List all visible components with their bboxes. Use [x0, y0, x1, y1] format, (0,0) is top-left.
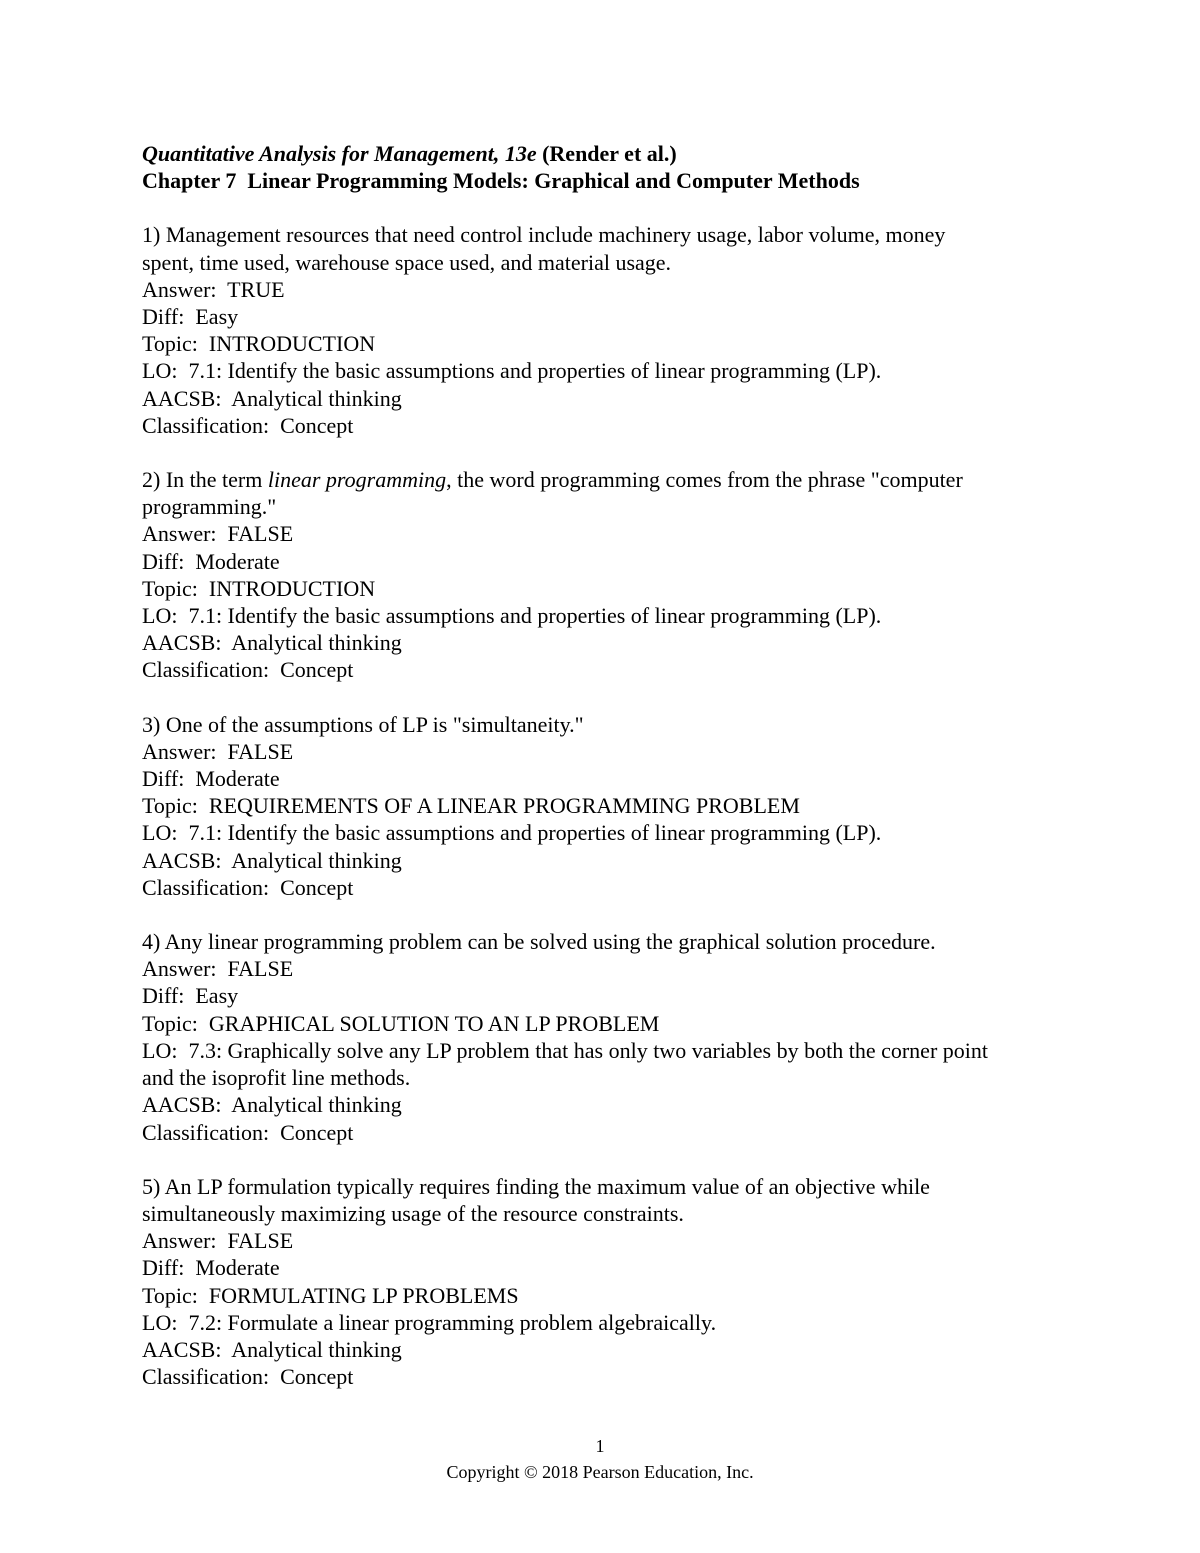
difficulty: Diff: Easy [142, 304, 239, 330]
difficulty: Diff: Easy [142, 983, 239, 1009]
book-citation [142, 140, 1062, 167]
difficulty: Diff: Moderate [142, 1255, 280, 1281]
difficulty: Diff: Moderate [142, 766, 280, 792]
question-text-line: 1) Management resources that need control include machinery usage, labor volume, money [142, 222, 946, 248]
question-text-part: 2) In the term [142, 467, 268, 493]
topic: Topic: GRAPHICAL SOLUTION TO AN LP PROBLEM [142, 1010, 660, 1036]
document-header [142, 140, 1062, 194]
learning-objective: LO: 7.2: Formulate a linear programming problem algebraically. [142, 1309, 717, 1335]
book-title: Quantitative Analysis for Management, 13e [142, 141, 537, 166]
learning-objective: LO: 7.3: Graphically solve any LP problem that has only two variables by both the corner point [142, 1037, 989, 1063]
topic: Topic: FORMULATING LP PROBLEMS [142, 1282, 519, 1308]
question-text-line [142, 466, 1062, 493]
classification: Classification: Concept [142, 1119, 354, 1145]
question-text-line: 4) Any linear programming problem can be solved using the graphical solution procedure. [142, 929, 936, 955]
question-2 [142, 466, 1062, 684]
question-text-italic: linear programming [267, 467, 447, 493]
aacsb: AACSB: Analytical thinking [142, 630, 402, 656]
question-text-part: , the word programming comes from the phrase "computer [446, 467, 963, 493]
learning-objective: and the isoprofit line methods. [142, 1065, 411, 1091]
answer: Answer: TRUE [142, 276, 285, 302]
question-5 [142, 1173, 1062, 1391]
question-4 [142, 928, 1062, 1146]
question-text-line: 5) An LP formulation typically requires finding the maximum value of an objective while [142, 1173, 930, 1199]
question-3 [142, 711, 1062, 901]
answer: Answer: FALSE [142, 956, 294, 982]
copyright-notice: Copyright © 2018 Pearson Education, Inc. [446, 1462, 754, 1482]
topic: Topic: INTRODUCTION [142, 331, 376, 357]
chapter-title: Chapter 7 Linear Programming Models: Graphical and Computer Methods [142, 168, 860, 194]
question-text-line: programming." [142, 494, 277, 520]
question-1 [142, 221, 1062, 439]
learning-objective: LO: 7.1: Identify the basic assumptions and properties of linear programming (LP). [142, 358, 882, 384]
answer: Answer: FALSE [142, 738, 294, 764]
learning-objective: LO: 7.1: Identify the basic assumptions and properties of linear programming (LP). [142, 603, 882, 629]
aacsb: AACSB: Analytical thinking [142, 847, 402, 873]
answer: Answer: FALSE [142, 1228, 294, 1254]
aacsb: AACSB: Analytical thinking [142, 1092, 402, 1118]
page-number: 1 [595, 1436, 605, 1456]
classification: Classification: Concept [142, 1364, 354, 1390]
aacsb: AACSB: Analytical thinking [142, 385, 402, 411]
classification: Classification: Concept [142, 874, 354, 900]
question-text-line: 3) One of the assumptions of LP is "simultaneity." [142, 711, 584, 737]
book-authors: (Render et al.) [536, 141, 677, 166]
topic: Topic: INTRODUCTION [142, 575, 376, 601]
aacsb: AACSB: Analytical thinking [142, 1336, 402, 1362]
classification: Classification: Concept [142, 657, 354, 683]
document-page [142, 140, 1062, 1390]
question-text-line: simultaneously maximizing usage of the resource constraints. [142, 1200, 684, 1226]
classification: Classification: Concept [142, 412, 354, 438]
question-text-line: spent, time used, warehouse space used, and material usage. [142, 249, 672, 275]
learning-objective: LO: 7.1: Identify the basic assumptions and properties of linear programming (LP). [142, 820, 882, 846]
answer: Answer: FALSE [142, 521, 294, 547]
difficulty: Diff: Moderate [142, 548, 280, 574]
topic: Topic: REQUIREMENTS OF A LINEAR PROGRAMMING PROBLEM [142, 793, 800, 819]
